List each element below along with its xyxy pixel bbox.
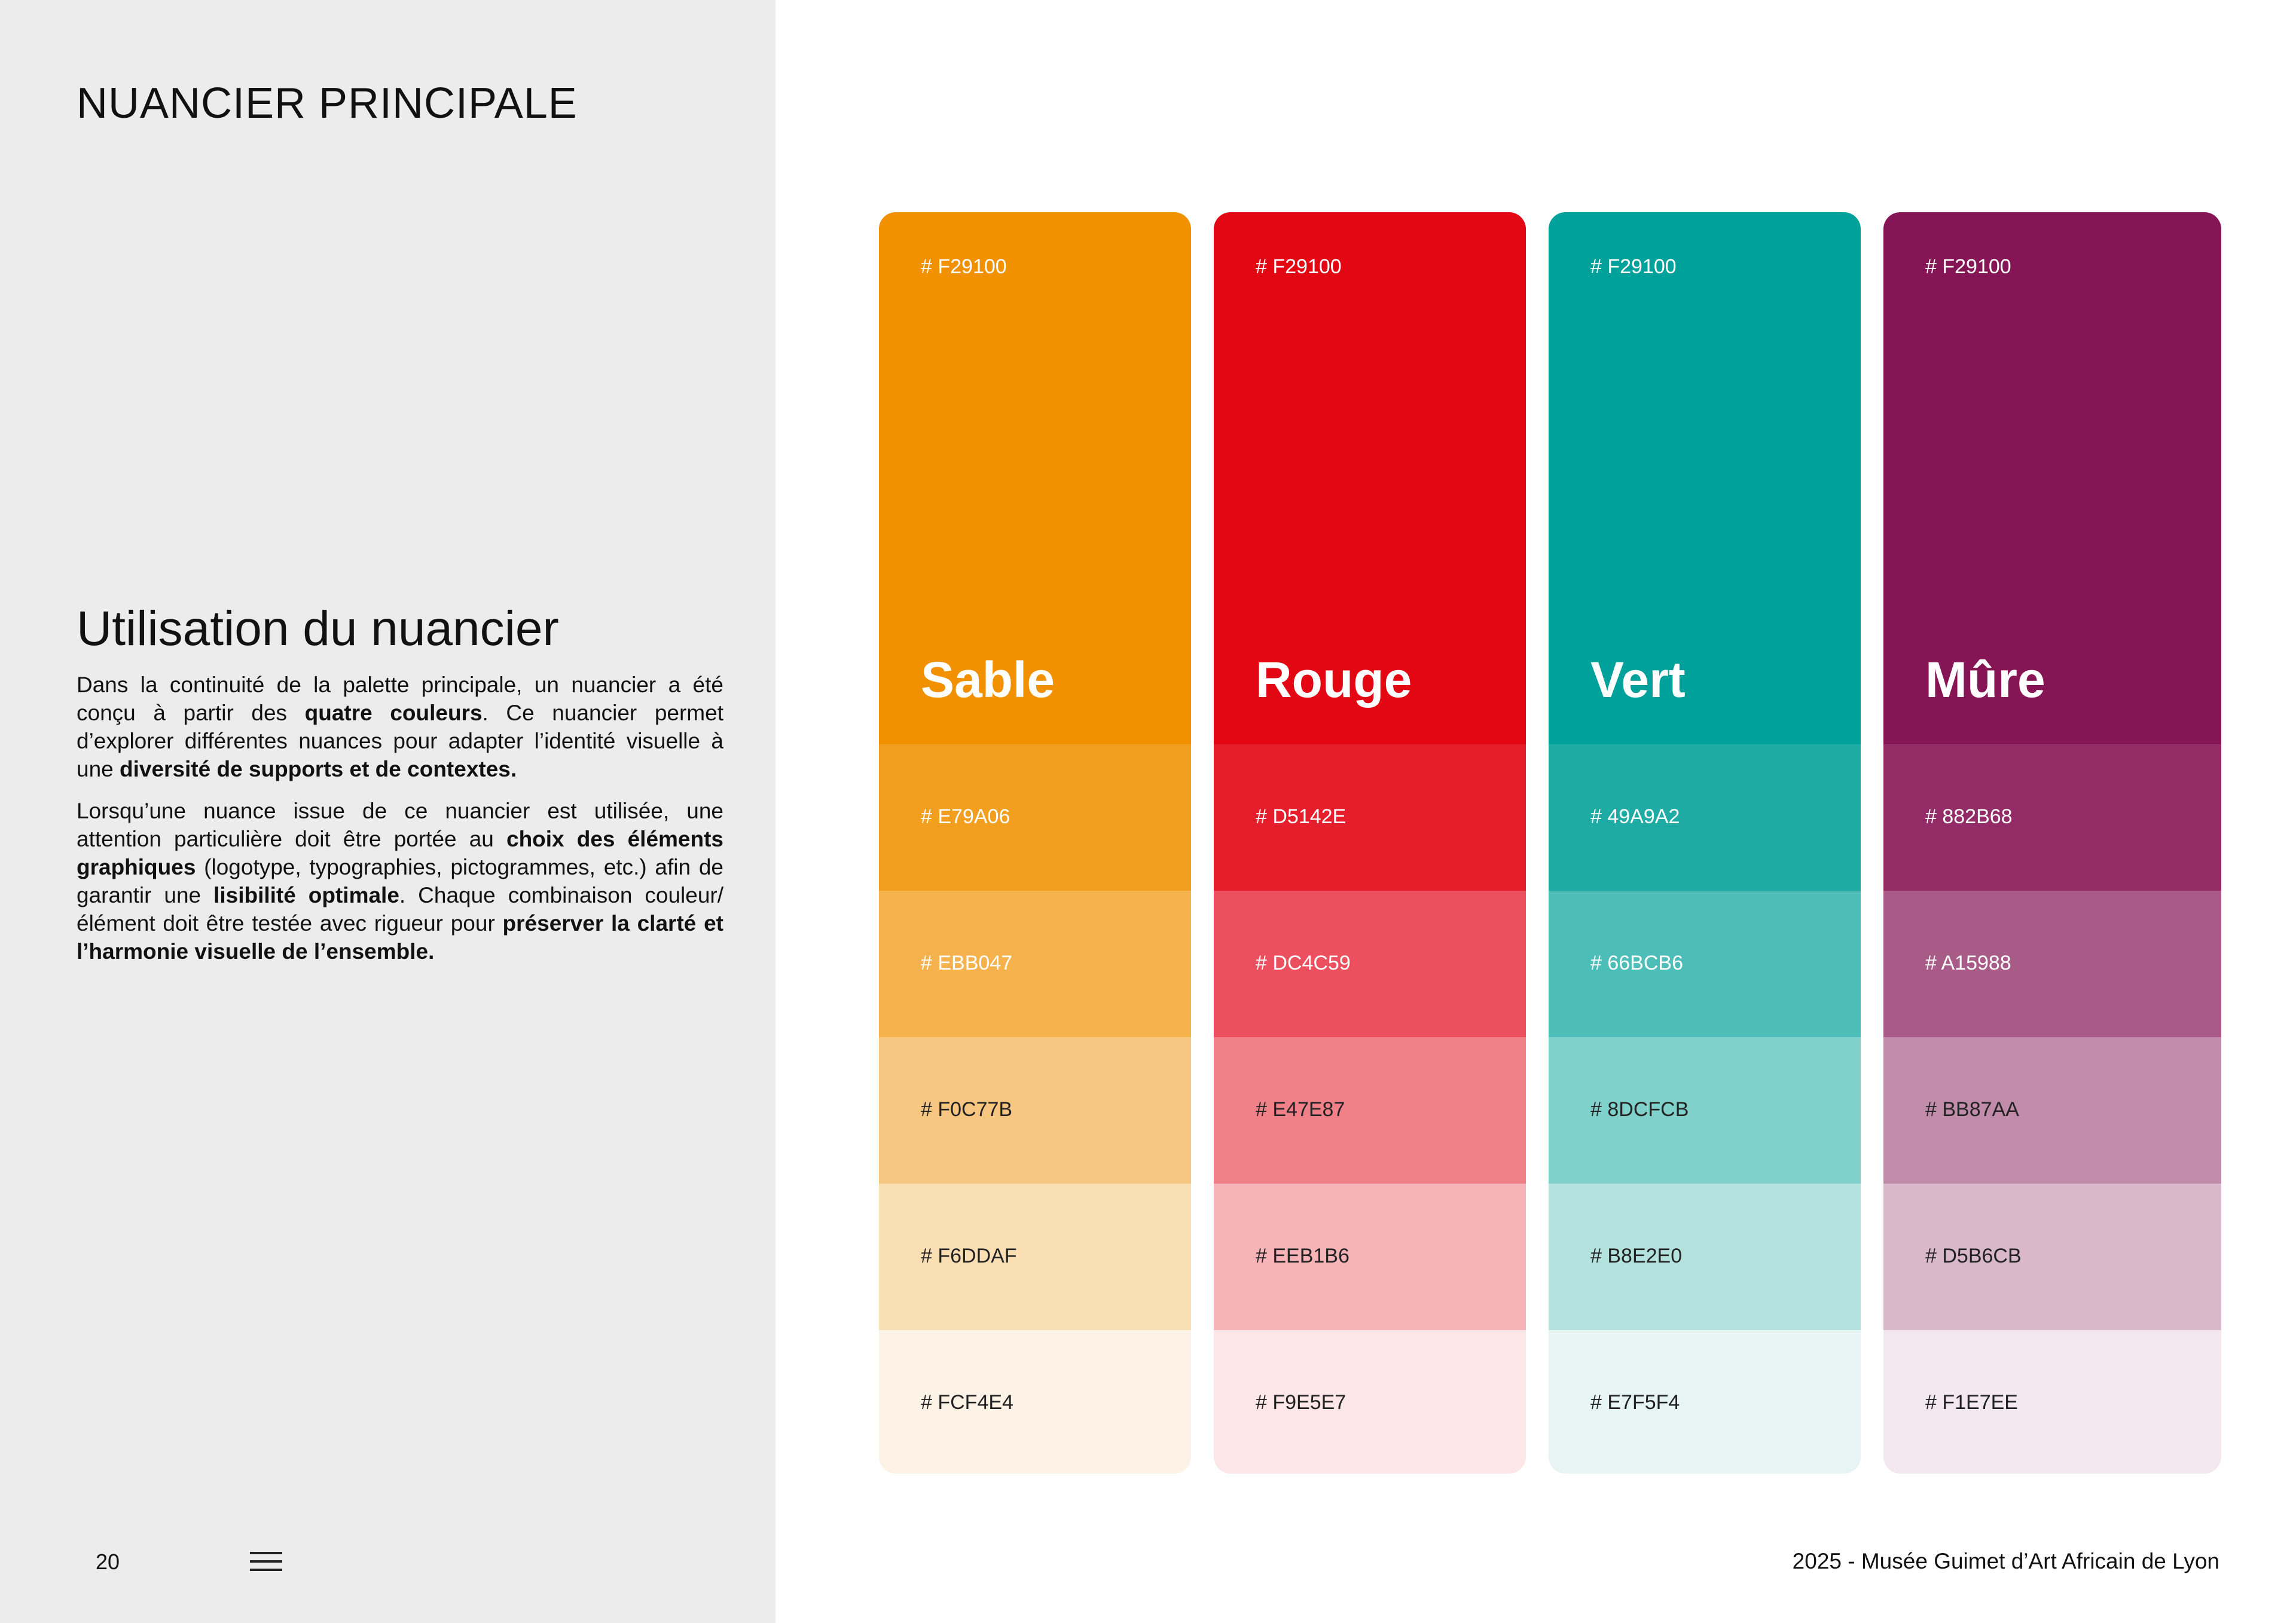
text-run: Dans la continuité de la palette principale, un nuancier a été conçu à partir des <box>77 673 723 725</box>
main-color-swatch <box>1883 212 2221 744</box>
color-name: Sable <box>921 652 1055 708</box>
tint-swatch <box>879 1330 1191 1474</box>
tint-swatch <box>1214 744 1526 891</box>
main-hex-label: # F29100 <box>921 255 1007 278</box>
emphasis-text: lisibilité optimale <box>213 883 399 907</box>
footer-credit: 2025 - Musée Guimet d’Art Africain de Lyon <box>1792 1549 2219 1573</box>
color-name: Mûre <box>1925 652 2045 708</box>
tint-swatch <box>1214 1037 1526 1184</box>
tint-swatch <box>1549 1037 1861 1184</box>
tint-hex-label: # 8DCFCB <box>1590 1098 1689 1121</box>
tint-swatch <box>879 1037 1191 1184</box>
tint-hex-label: # B8E2E0 <box>1590 1245 1683 1267</box>
main-color-swatch <box>879 212 1191 744</box>
tint-swatch <box>1883 1330 2221 1474</box>
text-run: Lorsqu’une nuance issue de ce nuancier est utilisée, une attention particulière doit être portée au <box>77 799 723 851</box>
section-heading: Utilisation du nuancier <box>77 601 559 656</box>
tint-swatch <box>879 1184 1191 1330</box>
emphasis-text: diversité de supports et de contextes. <box>120 757 517 781</box>
tint-hex-label: # F1E7EE <box>1925 1391 2018 1414</box>
tint-hex-label: # D5142E <box>1256 805 1347 828</box>
page-number: 20 <box>96 1549 120 1574</box>
text-run: . Ce nuancier permet d’explorer différentes nuances pour adapter l’identité visuelle à une <box>77 701 723 781</box>
tint-hex-label: # DC4C59 <box>1256 952 1351 974</box>
color-name: Rouge <box>1256 652 1412 708</box>
tint-hex-label: # BB87AA <box>1925 1098 2019 1121</box>
palette-column <box>1549 212 1861 1474</box>
tint-swatch <box>1883 744 2221 891</box>
tint-hex-label: # E47E87 <box>1256 1098 1345 1121</box>
text-run: . Chaque combinaison couleur/élément doit être testée avec rigueur pour <box>77 883 723 936</box>
tint-swatch <box>879 744 1191 891</box>
tint-hex-label: # D5B6CB <box>1925 1245 2022 1267</box>
tint-swatch <box>1549 891 1861 1037</box>
palette-column <box>1883 212 2221 1474</box>
tint-swatch <box>1214 1330 1526 1474</box>
tint-hex-label: # F6DDAF <box>921 1245 1017 1267</box>
text-run: (logotype, typographies, pictogrammes, etc.) afin de garantir une <box>77 855 723 907</box>
main-color-swatch <box>1549 212 1861 744</box>
tint-hex-label: # E79A06 <box>921 805 1010 828</box>
tint-swatch <box>1883 1037 2221 1184</box>
tint-hex-label: # F9E5E7 <box>1256 1391 1347 1414</box>
tint-hex-label: # 882B68 <box>1925 805 2013 828</box>
main-hex-label: # F29100 <box>1256 255 1342 278</box>
main-color-swatch <box>1214 212 1526 744</box>
main-hex-label: # F29100 <box>1925 255 2011 278</box>
tint-swatch <box>1549 1184 1861 1330</box>
tint-swatch <box>1883 1184 2221 1330</box>
tint-swatch <box>1214 1184 1526 1330</box>
emphasis-text: préserver la clarté et l’harmonie visuelle de l’ensemble. <box>77 911 724 964</box>
palette-column <box>1214 212 1526 1474</box>
tint-hex-label: # 49A9A2 <box>1590 805 1680 828</box>
tint-swatch <box>1214 891 1526 1037</box>
emphasis-text: choix des éléments graphiques <box>77 827 724 879</box>
tint-swatch <box>1549 1330 1861 1474</box>
palette-column <box>879 212 1191 1474</box>
tint-hex-label: # E7F5F4 <box>1590 1391 1680 1414</box>
tint-swatch <box>1883 891 2221 1037</box>
main-hex-label: # F29100 <box>1590 255 1677 278</box>
page-title: NUANCIER PRINCIPALE <box>77 80 578 127</box>
tint-hex-label: # FCF4E4 <box>921 1391 1013 1414</box>
tint-swatch <box>879 891 1191 1037</box>
tint-hex-label: # A15988 <box>1925 952 2011 974</box>
tint-hex-label: # F0C77B <box>921 1098 1013 1121</box>
color-name: Vert <box>1590 652 1686 708</box>
tint-swatch <box>1549 744 1861 891</box>
emphasis-text: quatre couleurs <box>304 701 483 725</box>
tint-hex-label: # EBB047 <box>921 952 1013 974</box>
tint-hex-label: # EEB1B6 <box>1256 1245 1349 1267</box>
tint-hex-label: # 66BCB6 <box>1590 952 1683 974</box>
